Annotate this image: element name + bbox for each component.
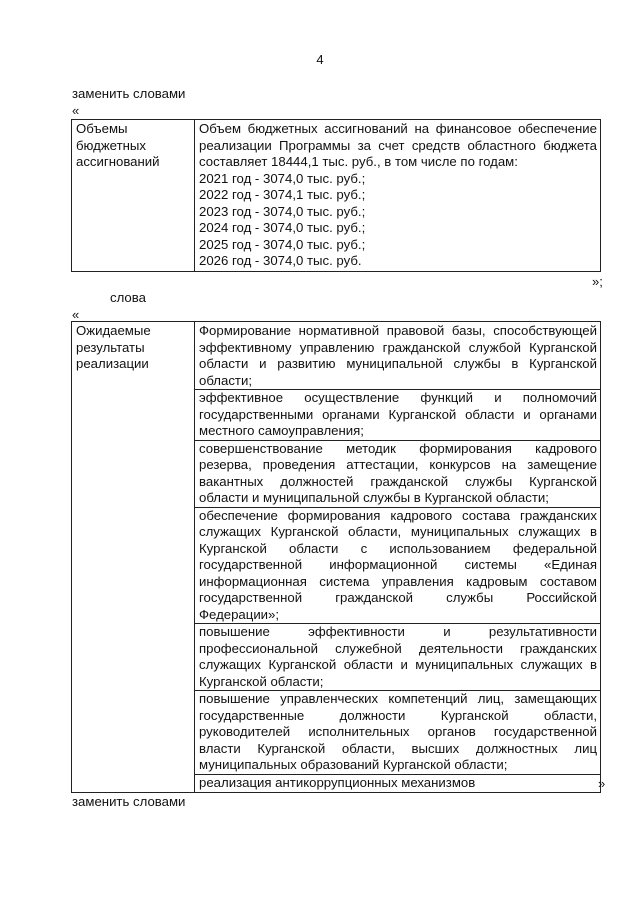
expected-result-item bbox=[195, 624, 600, 691]
budget-text-line: 2025 год - 3074,0 тыс. руб.; bbox=[199, 236, 366, 252]
result-text-line: повышение эффективности и результативности bbox=[199, 624, 597, 639]
label-line: реализации bbox=[76, 356, 149, 371]
result-text-line: Курганской области с использованием федеральной bbox=[199, 540, 597, 556]
budget-text-line: 2026 год - 3074,0 тыс. руб. bbox=[199, 253, 362, 268]
budget-allocations-table bbox=[71, 119, 601, 272]
result-text-line: местного самоуправления; bbox=[199, 423, 364, 438]
budget-text-line: 2022 год - 3074,1 тыс. руб.; bbox=[199, 187, 366, 202]
result-text-line: области и развитию муниципальной службы в Курганской bbox=[199, 356, 597, 371]
words-label: слова bbox=[110, 290, 146, 305]
result-text-line: служащих Курганской области и муниципальных служащих в bbox=[199, 657, 597, 672]
result-text-line: государственными органами Курганской области и органами bbox=[199, 406, 597, 422]
result-text-line: обеспечение формирования кадрового состава гражданских bbox=[199, 507, 597, 523]
result-text-line: профессиональной служебной деятельности гражданских bbox=[199, 640, 597, 656]
budget-text-line: 2024 год - 3074,0 тыс. руб.; bbox=[199, 220, 366, 235]
expected-result-item bbox=[195, 441, 600, 508]
result-text-line: эффективному управлению гражданской службой Курганской bbox=[199, 339, 597, 355]
budget-text-line: 2023 год - 3074,0 тыс. руб.; bbox=[199, 203, 366, 219]
label-line: Ожидаемые bbox=[76, 323, 151, 338]
result-text-line: совершенствование методик формирования кадрового bbox=[199, 440, 597, 456]
result-text-line: Формирование нормативной правовой базы, способствующей bbox=[199, 323, 597, 338]
result-text-line: власти Курганской области, высших должностных лиц bbox=[199, 740, 597, 756]
result-text-line: служащих Курганской области, муниципальных служащих в bbox=[199, 524, 597, 539]
result-text-line: муниципальных образований Курганской области; bbox=[199, 757, 508, 772]
result-text-line: области; bbox=[199, 372, 252, 388]
closing-quote: » bbox=[598, 776, 606, 791]
expected-results-table bbox=[71, 321, 601, 793]
expected-result-item bbox=[195, 390, 600, 441]
result-text-line: государственные должности Курганской области, bbox=[199, 707, 597, 723]
page-number: 4 bbox=[316, 52, 324, 67]
budget-text-line: реализации Программы за счет средств областного бюджета bbox=[199, 137, 597, 153]
opening-quote: « bbox=[72, 307, 80, 322]
expected-result-item bbox=[195, 691, 600, 775]
label-line: Объемы bbox=[76, 121, 128, 136]
result-text-line: эффективное осуществление функций и полномочий bbox=[199, 390, 597, 405]
budget-text-line: 2021 год - 3074,0 тыс. руб.; bbox=[199, 170, 366, 186]
label-line: результаты bbox=[76, 339, 145, 355]
replace-with-words-heading: заменить словами bbox=[72, 794, 186, 809]
replace-with-words-heading: заменить словами bbox=[72, 86, 186, 101]
result-text-line: государственной гражданской службы Российской bbox=[199, 590, 597, 605]
budget-table-label-cell bbox=[72, 120, 195, 272]
label-line: бюджетных bbox=[76, 137, 146, 153]
expected-result-item bbox=[195, 323, 600, 390]
opening-quote: « bbox=[72, 103, 80, 118]
result-text-line: Федерации»; bbox=[199, 606, 280, 622]
result-text-line: руководителей исполнительных органов государственной bbox=[199, 724, 597, 739]
results-table-content-cell bbox=[195, 322, 601, 793]
expected-result-item bbox=[195, 508, 600, 625]
budget-text-line: составляет 18444,1 тыс. руб., в том числе по годам: bbox=[199, 154, 518, 169]
result-text-line: реализация антикоррупционных механизмов bbox=[199, 774, 476, 790]
closing-quote: »; bbox=[592, 274, 603, 289]
result-text-line: резерва, проведения аттестации, конкурсов на замещение bbox=[199, 457, 597, 472]
result-text-line: информационная система управления кадровым составом bbox=[199, 573, 597, 589]
result-text-line: вакантных должностей гражданской службы Курганской bbox=[199, 473, 597, 489]
budget-table-content-cell bbox=[195, 120, 601, 272]
label-line: ассигнований bbox=[76, 154, 160, 169]
budget-text-line: Объем бюджетных ассигнований на финансовое обеспечение bbox=[199, 121, 597, 136]
result-text-line: области и муниципальной службы в Курганской области; bbox=[199, 490, 549, 505]
expected-result-item bbox=[199, 775, 597, 792]
results-table-label-cell bbox=[72, 322, 195, 793]
result-text-line: Курганской области; bbox=[199, 673, 324, 689]
result-text-line: государственной информационной системы «Единая bbox=[199, 557, 597, 572]
result-text-line: повышение управленческих компетенций лиц, замещающих bbox=[199, 691, 597, 706]
